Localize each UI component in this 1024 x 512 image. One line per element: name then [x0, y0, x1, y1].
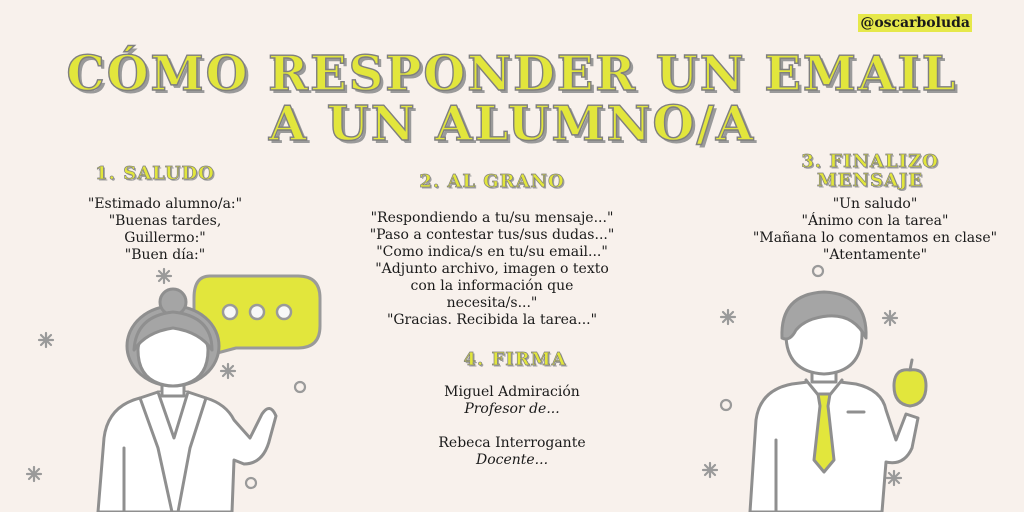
firma-role-2: Docente... [475, 452, 549, 468]
grano-line: necesita/s..." [446, 295, 538, 311]
sparkle-icon [27, 467, 41, 481]
section-finalizo-heading-line-1: 3. FINALIZO [801, 151, 939, 172]
firma-name-1: Miguel Admiración [444, 384, 580, 400]
section-firma-heading: 4. FIRMA [463, 349, 567, 370]
circle-icon [813, 266, 823, 276]
section-finalizo-heading-line-2: MENSAJE [816, 170, 924, 191]
finalizo-line: "Un saludo" [832, 196, 918, 212]
grano-line: "Paso a contestar tus/sus dudas..." [369, 227, 615, 243]
grano-line: "Gracias. Recibida la tarea..." [386, 312, 598, 328]
teacher-woman-icon [88, 288, 278, 512]
section-saludo-heading: 1. SALUDO [95, 163, 215, 184]
sparkle-icon [721, 310, 735, 324]
firma-name-2: Rebeca Interrogante [438, 435, 586, 451]
sparkle-icon [39, 333, 53, 347]
circle-icon [721, 400, 731, 410]
saludo-line: "Estimado alumno/a:" [87, 196, 243, 212]
grano-line: "Adjunto archivo, imagen o texto [375, 261, 609, 277]
page-title-line-1: CÓMO RESPONDER UN EMAIL [66, 46, 958, 102]
grano-line: con la información que [410, 278, 574, 294]
finalizo-line: "Atentamente" [822, 247, 928, 263]
grano-line: "Respondiendo a tu/su mensaje..." [370, 210, 614, 226]
section-grano-heading: 2. AL GRANO [419, 171, 565, 192]
finalizo-line: "Mañana lo comentamos en clase" [752, 230, 998, 246]
firma-role-1: Profesor de... [464, 401, 560, 417]
grano-line: "Como indica/s en tu/su email..." [376, 244, 608, 260]
circle-icon [295, 382, 305, 392]
saludo-line: Guillermo:" [124, 230, 206, 246]
teacher-man-icon [736, 290, 936, 512]
saludo-line: "Buen día:" [124, 247, 206, 263]
sparkle-icon [703, 463, 717, 477]
page-title-line-2: A UN ALUMNO/A [268, 96, 756, 152]
apple-icon [894, 360, 926, 406]
author-handle: @oscarboluda [860, 15, 970, 31]
saludo-line: "Buenas tardes, [108, 213, 222, 229]
finalizo-line: "Ánimo con la tarea" [801, 213, 949, 229]
sparkle-icon [157, 269, 171, 283]
